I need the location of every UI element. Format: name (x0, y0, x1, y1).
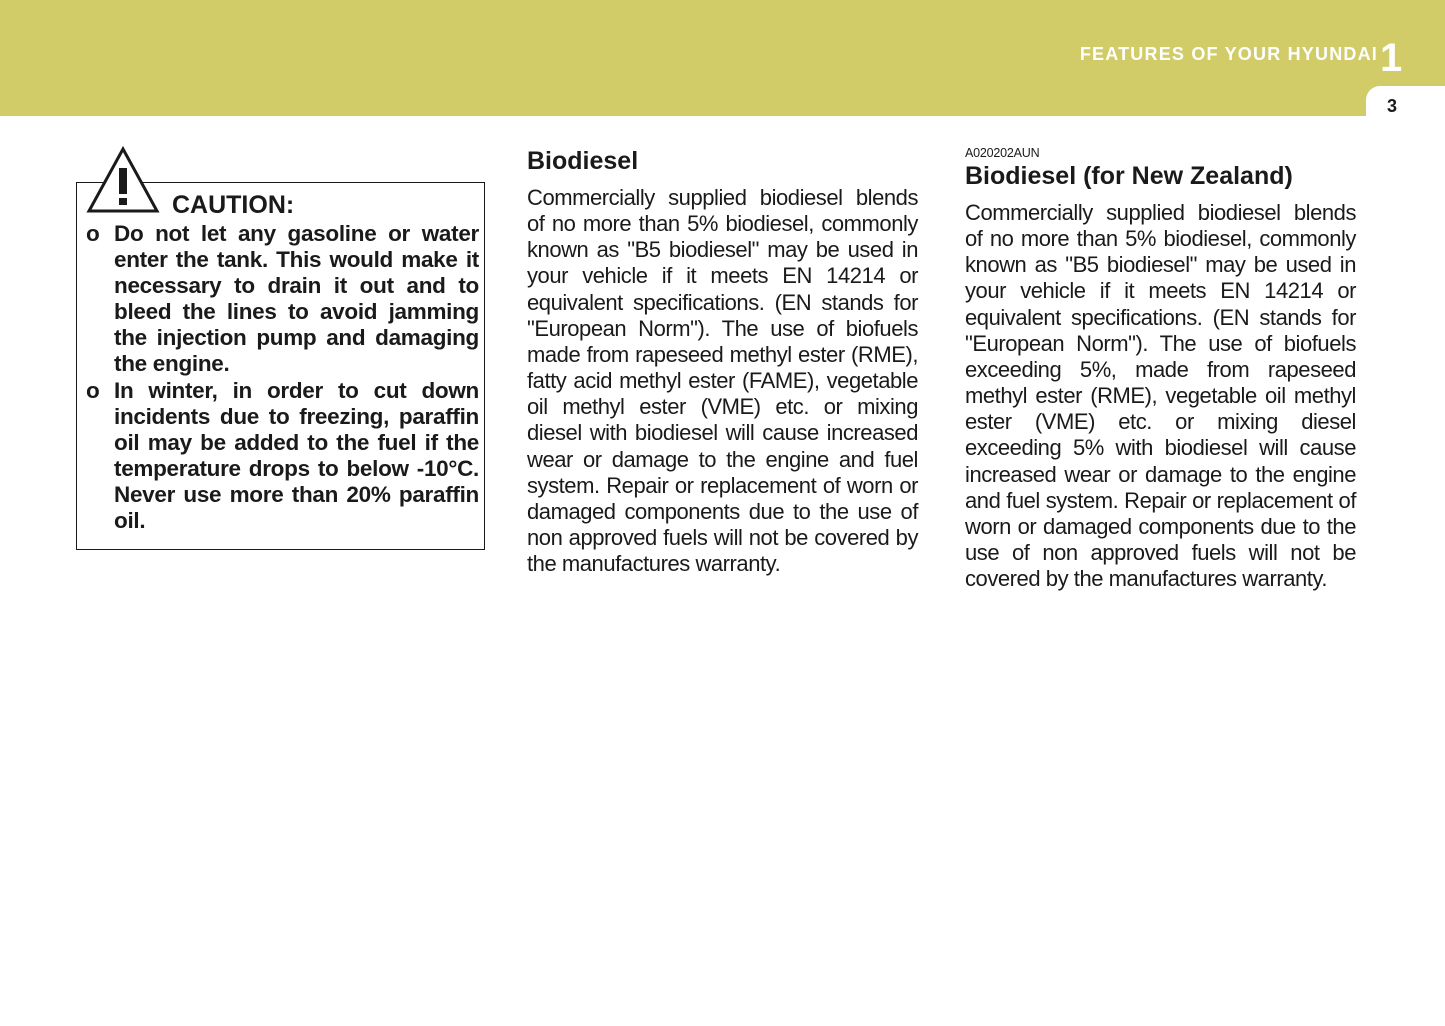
caution-bullet: o (86, 377, 100, 403)
biodiesel-heading: Biodiesel (527, 147, 639, 175)
caution-list (86, 221, 479, 534)
biodiesel-nz-body: Commercially supplied biodiesel blends of no more than 5% biodiesel, commonly known as "B5 biodiesel" may be used in your vehicle if it meets EN 14214 or equivalent specifications. (EN stands for "European Norm"). The use of biofuels exceeding 5%, made from rapeseed methyl ester (RME), vegetable oil methyl ester (VME) etc. or mixing diesel exceeding 5% with biodiesel will cause increased wear or damage to the engine and fuel system. Repair or replacement of worn or damaged components due to the use of non approved fuels will not be covered by the manufactures warranty. (965, 200, 1356, 592)
caution-title: CAUTION: (172, 191, 295, 219)
warning-triangle-icon (86, 146, 160, 214)
section-code: A020202AUN (965, 146, 1040, 160)
caution-item (86, 221, 479, 378)
caution-item-text: Do not let any gasoline or water enter the tank. This would make it necessary to drain it out and to bleed the lines to avoid jamming the injection pump and damaging the engine. (114, 221, 479, 377)
chapter-number: 1 (1380, 36, 1403, 80)
biodiesel-section (527, 146, 918, 577)
caution-item (86, 378, 479, 535)
biodiesel-body: Commercially supplied biodiesel blends of no more than 5% biodiesel, commonly known as "B5 biodiesel" may be used in your vehicle if it meets EN 14214 or equivalent specifications. (EN stands for "European Norm"). The use of biofuels made from rapeseed methyl ester (RME), fatty acid methyl ester (FAME), vegetable oil methyl ester (VME) etc. or mixing diesel with biodiesel will cause increased wear or damage to the engine and fuel system. Repair or replacement of worn or damaged components due to the use of non approved fuels will not be covered by the manufactures warranty. (527, 185, 918, 577)
caution-item-text: In winter, in order to cut down incidents due to freezing, paraffin oil may be added to the fuel if the temperature drops to below -10°C. Never use more than 20% paraffin oil. (114, 377, 479, 534)
biodiesel-nz-heading: Biodiesel (for New Zealand) (965, 162, 1293, 190)
biodiesel-nz-section (965, 146, 1356, 592)
page-number: 3 (1386, 96, 1397, 116)
section-header-title: FEATURES OF YOUR HYUNDAI (1079, 44, 1378, 64)
caution-bullet: o (86, 221, 100, 246)
